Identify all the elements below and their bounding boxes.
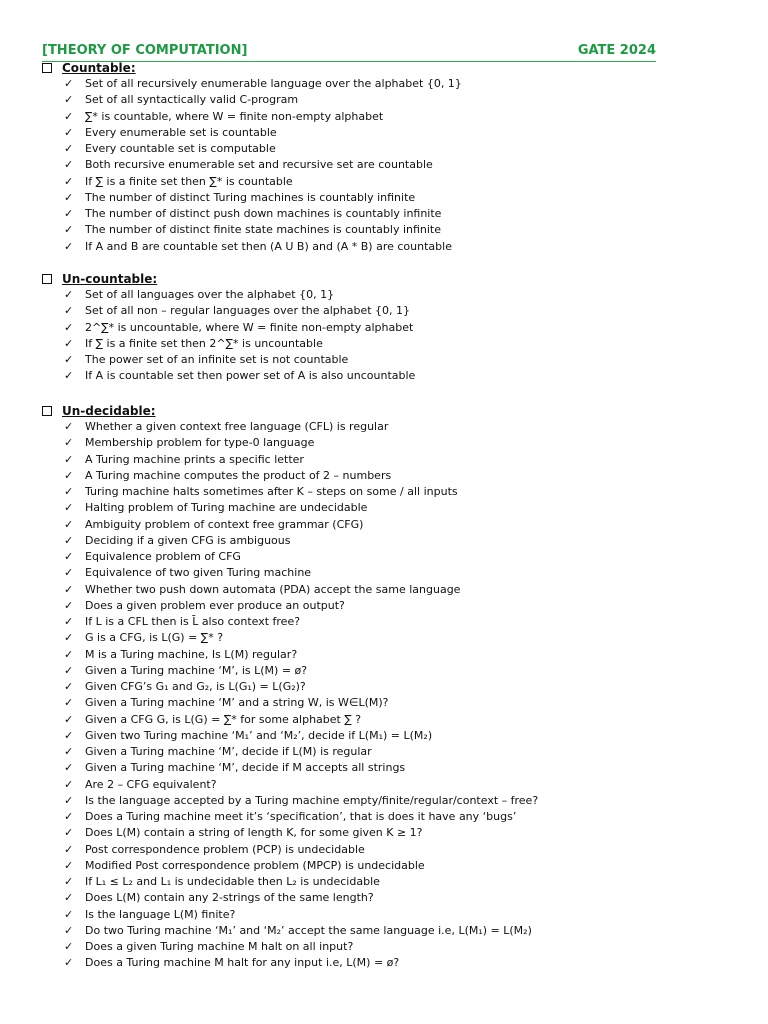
list-item-text: If A is countable set then power set of A is also uncountable — [85, 369, 416, 383]
list-item-text: Given a CFG G, is L(G) = ∑* for some alphabet ∑ ? — [85, 712, 362, 726]
section-heading — [42, 60, 462, 76]
list-item — [42, 955, 538, 971]
list-item-text: Set of all recursively enumerable language over the alphabet {0, 1} — [85, 77, 462, 90]
list-item-text: Does L(M) contain any 2-strings of the same length? — [85, 891, 374, 905]
item-list — [42, 287, 415, 385]
checkmark-icon: ✓ — [64, 745, 74, 758]
checkmark-icon: ✓ — [64, 304, 74, 318]
list-item — [42, 793, 538, 809]
list-item-text: Are 2 – CFG equivalent? — [85, 777, 217, 791]
list-item-text: Ambiguity problem of context free grammar (CFG) — [85, 517, 364, 531]
list-item — [42, 125, 462, 141]
checkmark-icon: ✓ — [64, 533, 74, 547]
list-item-text: G is a CFG, is L(G) = ∑* ? — [85, 631, 224, 645]
list-item — [42, 614, 538, 630]
list-item — [42, 939, 538, 955]
checkmark-icon: ✓ — [64, 468, 74, 482]
checkmark-icon: ✓ — [64, 125, 74, 139]
list-item — [42, 92, 462, 108]
list-item-text: Equivalence problem of CFG — [85, 550, 241, 563]
list-item-text: If ∑ is a finite set then 2^∑* is uncountable — [85, 336, 323, 350]
list-item-text: A Turing machine prints a specific letter — [85, 452, 304, 466]
checkmark-icon: ✓ — [64, 336, 74, 350]
list-item — [42, 190, 462, 206]
list-item-text: Every enumerable set is countable — [85, 125, 277, 139]
checkmark-icon: ✓ — [64, 239, 74, 253]
list-item-text: Both recursive enumerable set and recursive set are countable — [85, 158, 433, 172]
list-item — [42, 663, 538, 679]
checkmark-icon: ✓ — [64, 631, 74, 645]
list-item-text: A Turing machine computes the product of 2 – numbers — [85, 468, 392, 482]
checkmark-icon: ✓ — [64, 680, 74, 693]
list-item — [42, 500, 538, 516]
list-item-text: The number of distinct Turing machines is countably infinite — [85, 190, 416, 204]
item-list — [42, 76, 462, 255]
checkmark-icon: ✓ — [64, 517, 74, 531]
list-item-text: 2^∑* is uncountable, where W = finite non-empty alphabet — [85, 320, 414, 334]
list-item-text: ∑* is countable, where W = finite non-empty alphabet — [85, 109, 384, 123]
checkmark-icon: ✓ — [64, 190, 74, 204]
list-item-text: Given a Turing machine ‘M’, decide if M accepts all strings — [85, 761, 406, 775]
list-item-text: Does a Turing machine M halt for any input i.e, L(M) = ø? — [85, 956, 400, 970]
list-item-text: Turing machine halts sometimes after K – steps on some / all inputs — [85, 485, 458, 498]
checkmark-icon: ✓ — [64, 158, 74, 172]
checkmark-icon: ✓ — [64, 501, 74, 515]
list-item — [42, 777, 538, 793]
list-item — [42, 842, 538, 858]
checkmark-icon: ✓ — [64, 598, 74, 612]
list-item — [42, 809, 538, 825]
checkmark-icon: ✓ — [64, 485, 74, 498]
checkmark-icon: ✓ — [64, 223, 74, 237]
checkmark-icon: ✓ — [64, 956, 74, 970]
section-undecidable — [42, 403, 538, 972]
list-item-text: Does a given problem ever produce an output? — [85, 598, 345, 612]
checkbox-square-icon — [42, 63, 52, 73]
checkmark-icon: ✓ — [64, 793, 74, 807]
list-item-text: Does a given Turing machine M halt on all input? — [85, 940, 354, 953]
list-item-text: Given a Turing machine ‘M’ and a string W, is W∈L(M)? — [85, 696, 389, 710]
checkmark-icon: ✓ — [64, 93, 74, 107]
checkmark-icon: ✓ — [64, 174, 74, 188]
section-title: Un-countable: — [62, 272, 158, 286]
checkmark-icon: ✓ — [64, 420, 74, 433]
list-item — [42, 336, 415, 352]
list-item — [42, 760, 538, 776]
section-title: Countable: — [62, 61, 136, 75]
list-item-text: Do two Turing machine ‘M₁’ and ‘M₂’ accept the same language i.e, L(M₁) = L(M₂) — [85, 923, 532, 937]
list-item — [42, 890, 538, 906]
list-item — [42, 565, 538, 581]
list-item-text: Given a Turing machine ‘M’, is L(M) = ø? — [85, 663, 308, 677]
list-item — [42, 239, 462, 255]
checkmark-icon: ✓ — [64, 663, 74, 677]
checkmark-icon: ✓ — [64, 907, 74, 921]
section-heading — [42, 271, 415, 287]
checkmark-icon: ✓ — [64, 436, 74, 450]
list-item — [42, 647, 538, 663]
list-item — [42, 109, 462, 125]
list-item — [42, 320, 415, 336]
list-item — [42, 287, 415, 303]
list-item — [42, 744, 538, 760]
list-item-text: Deciding if a given CFG is ambiguous — [85, 533, 291, 547]
list-item-text: Is the language L(M) finite? — [85, 907, 236, 921]
list-item-text: The number of distinct finite state machines is countably infinite — [85, 223, 442, 237]
list-item-text: Set of all syntactically valid C-program — [85, 93, 299, 107]
list-item-text: Given CFG’s G₁ and G₂, is L(G₁) = L(G₂)? — [85, 680, 306, 693]
checkmark-icon: ✓ — [64, 142, 74, 155]
list-item — [42, 76, 462, 92]
checkmark-icon: ✓ — [64, 288, 74, 301]
checkmark-icon: ✓ — [64, 207, 74, 220]
list-item-text: If A and B are countable set then (A U B) and (A * B) are countable — [85, 239, 452, 253]
list-item — [42, 630, 538, 646]
list-item-text: If L₁ ≤ L₂ and L₁ is undecidable then L₂ is undecidable — [85, 875, 380, 888]
list-item — [42, 157, 462, 173]
checkmark-icon: ✓ — [64, 109, 74, 123]
list-item-text: If ∑ is a finite set then ∑* is countable — [85, 174, 293, 188]
list-item-text: Whether two push down automata (PDA) accept the same language — [85, 582, 461, 596]
checkmark-icon: ✓ — [64, 615, 74, 628]
list-item — [42, 368, 415, 384]
list-item-text: Every countable set is computable — [85, 142, 276, 155]
checkmark-icon: ✓ — [64, 566, 74, 580]
checkmark-icon: ✓ — [64, 582, 74, 596]
list-item-text: Post correspondence problem (PCP) is undecidable — [85, 842, 365, 856]
checkmark-icon: ✓ — [64, 550, 74, 563]
checkmark-icon: ✓ — [64, 647, 74, 661]
list-item — [42, 712, 538, 728]
list-item-text: The number of distinct push down machines is countably infinite — [85, 207, 442, 220]
checkmark-icon: ✓ — [64, 875, 74, 888]
list-item-text: Halting problem of Turing machine are undecidable — [85, 501, 368, 515]
checkmark-icon: ✓ — [64, 826, 74, 840]
checkmark-icon: ✓ — [64, 728, 74, 742]
list-item-text: Is the language accepted by a Turing machine empty/finite/regular/context – free? — [85, 793, 539, 807]
checkmark-icon: ✓ — [64, 353, 74, 366]
list-item — [42, 352, 415, 368]
checkmark-icon: ✓ — [64, 777, 74, 791]
checkmark-icon: ✓ — [64, 842, 74, 856]
checkmark-icon: ✓ — [64, 891, 74, 905]
list-item-text: If L is a CFL then is L̄ also context free? — [85, 615, 301, 628]
list-item — [42, 582, 538, 598]
list-item — [42, 874, 538, 890]
checkmark-icon: ✓ — [64, 761, 74, 775]
list-item — [42, 923, 538, 939]
section-title: Un-decidable: — [62, 404, 156, 418]
list-item — [42, 858, 538, 874]
list-item-text: Given a Turing machine ‘M’, decide if L(M) is regular — [85, 745, 372, 758]
list-item-text: Equivalence of two given Turing machine — [85, 566, 312, 580]
checkmark-icon: ✓ — [64, 712, 74, 726]
list-item — [42, 452, 538, 468]
section-uncountable — [42, 271, 415, 385]
checkbox-square-icon — [42, 406, 52, 416]
section-countable — [42, 60, 462, 255]
list-item — [42, 679, 538, 695]
list-item — [42, 728, 538, 744]
checkmark-icon: ✓ — [64, 369, 74, 383]
list-item-text: Whether a given context free language (CFL) is regular — [85, 420, 389, 433]
list-item — [42, 222, 462, 238]
list-item — [42, 468, 538, 484]
list-item — [42, 825, 538, 841]
header-exam: GATE 2024 — [577, 43, 656, 58]
item-list — [42, 419, 538, 972]
list-item — [42, 517, 538, 533]
checkmark-icon: ✓ — [64, 452, 74, 466]
list-item — [42, 695, 538, 711]
list-item — [42, 174, 462, 190]
checkmark-icon: ✓ — [64, 923, 74, 937]
list-item-text: Modified Post correspondence problem (MPCP) is undecidable — [85, 858, 425, 872]
list-item-text: M is a Turing machine, Is L(M) regular? — [85, 647, 298, 661]
list-item-text: Membership problem for type-0 language — [85, 436, 315, 450]
list-item-text: Given two Turing machine ‘M₁’ and ‘M₂’, decide if L(M₁) = L(M₂) — [85, 728, 433, 742]
list-item — [42, 206, 462, 222]
list-item — [42, 907, 538, 923]
list-item-text: The power set of an infinite set is not countable — [85, 353, 349, 366]
list-item — [42, 484, 538, 500]
list-item — [42, 435, 538, 451]
checkmark-icon: ✓ — [64, 77, 74, 90]
section-heading — [42, 403, 538, 419]
list-item — [42, 303, 415, 319]
checkmark-icon: ✓ — [64, 810, 74, 823]
list-item-text: Set of all languages over the alphabet {0, 1} — [85, 288, 335, 301]
list-item — [42, 141, 462, 157]
checkmark-icon: ✓ — [64, 320, 74, 334]
checkmark-icon: ✓ — [64, 858, 74, 872]
header-title: [THEORY OF COMPUTATION] — [42, 43, 248, 58]
checkmark-icon: ✓ — [64, 940, 74, 953]
list-item-text: Does a Turing machine meet it’s ‘specification’, that is does it have any ‘bugs’ — [85, 810, 517, 823]
list-item — [42, 533, 538, 549]
list-item — [42, 598, 538, 614]
list-item — [42, 419, 538, 435]
checkbox-square-icon — [42, 274, 52, 284]
checkmark-icon: ✓ — [64, 696, 74, 710]
list-item — [42, 549, 538, 565]
list-item-text: Does L(M) contain a string of length K, for some given K ≥ 1? — [85, 826, 423, 840]
list-item-text: Set of all non – regular languages over the alphabet {0, 1} — [85, 304, 411, 318]
